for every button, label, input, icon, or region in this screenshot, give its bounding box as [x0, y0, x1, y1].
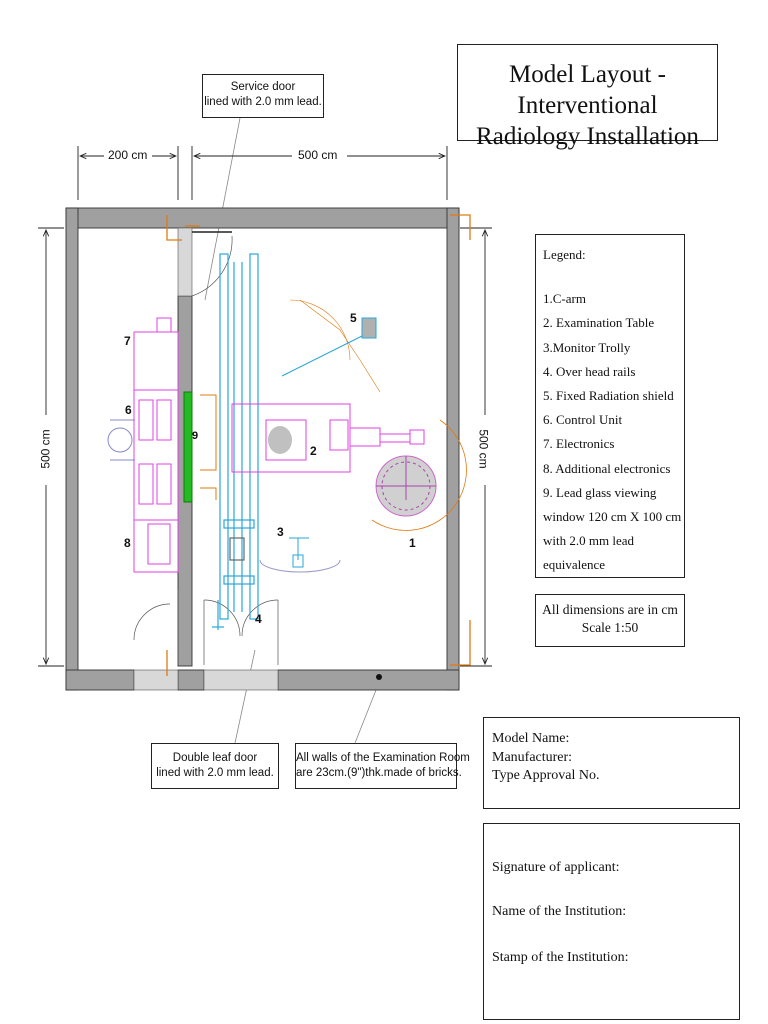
dim-label-right-height: 500 cm [476, 429, 491, 469]
walls-note-line-2: are 23cm.(9")thk.made of bricks. [296, 767, 462, 779]
service-door-line-1: Service door [230, 81, 296, 93]
label-monitor-trolly: 3 [277, 525, 284, 539]
double-door-leader [235, 650, 255, 743]
label-exam-table: 2 [310, 444, 317, 458]
label-additional-electronics: 8 [124, 536, 131, 550]
service-door-line-2: lined with 2.0 mm lead. [204, 96, 322, 108]
legend-item: 5. Fixed Radiation shield [543, 388, 674, 404]
legend-heading: Legend: [543, 247, 586, 262]
c-arm-swing-arc [300, 300, 380, 392]
legend-item: 7. Electronics [543, 436, 615, 452]
legend-item: 2. Examination Table [543, 315, 655, 331]
label-fixed-shield: 5 [350, 311, 357, 325]
double-door-line-1: Double leaf door [172, 752, 258, 764]
manufacturer-label: Manufacturer: [492, 749, 573, 765]
window-frame [200, 395, 216, 500]
fixed-shield [282, 318, 376, 376]
title-line-2: Radiology Installation [476, 123, 699, 150]
walls-note-line-1: All walls of the Examination Room [296, 752, 470, 764]
dimensions-note-box [535, 594, 685, 647]
legend-item: window 120 cm X 100 cm [543, 509, 682, 525]
side-dimension-lines [38, 228, 492, 666]
model-info-box [483, 717, 740, 809]
dim-label-room-width: 500 cm [298, 148, 338, 162]
legend-item: 6. Control Unit [543, 412, 623, 428]
label-c-arm: 1 [409, 536, 416, 550]
legend-item: 8. Additional electronics [543, 460, 671, 476]
control-equipment [108, 318, 178, 572]
overhead-rails [212, 254, 258, 630]
title-line-1: Model Layout - Interventional [509, 61, 666, 119]
legend-item: with 2.0 mm lead [543, 533, 634, 549]
double-door-line-2: lined with 2.0 mm lead. [156, 767, 274, 779]
door-swings [134, 232, 278, 665]
legend-item: 4. Over head rails [543, 363, 636, 379]
wall-dot [376, 674, 382, 680]
legend-box [535, 234, 685, 578]
institution-name-label: Name of the Institution: [492, 904, 627, 919]
model-name-label: Model Name: [492, 731, 570, 746]
applicant-signature-label: Signature of applicant: [492, 860, 620, 875]
dim-label-control-width: 200 cm [108, 148, 148, 162]
institution-stamp-label: Stamp of the Institution: [492, 950, 629, 965]
label-electronics: 7 [124, 334, 131, 348]
monitor-trolly [260, 538, 340, 572]
dimensions-note-line-1: All dimensions are in cm [542, 602, 678, 617]
signature-box [483, 823, 740, 1020]
room-walls [66, 208, 459, 690]
dimensions-note-line-2: Scale 1:50 [581, 620, 639, 635]
legend-item: 1.C-arm [543, 291, 586, 307]
legend-item: 3.Monitor Trolly [543, 339, 631, 355]
type-approval-label: Type Approval No. [492, 768, 600, 783]
legend-item: 9. Lead glass viewing [543, 484, 657, 500]
label-overhead-rails: 4 [255, 612, 262, 626]
label-control-unit: 6 [125, 403, 132, 417]
dim-label-left-height: 500 cm [38, 429, 53, 469]
label-lead-glass: 9 [192, 430, 199, 442]
patient-head [268, 426, 292, 454]
lead-glass-window [184, 392, 192, 502]
legend-item: equivalence [543, 557, 606, 573]
